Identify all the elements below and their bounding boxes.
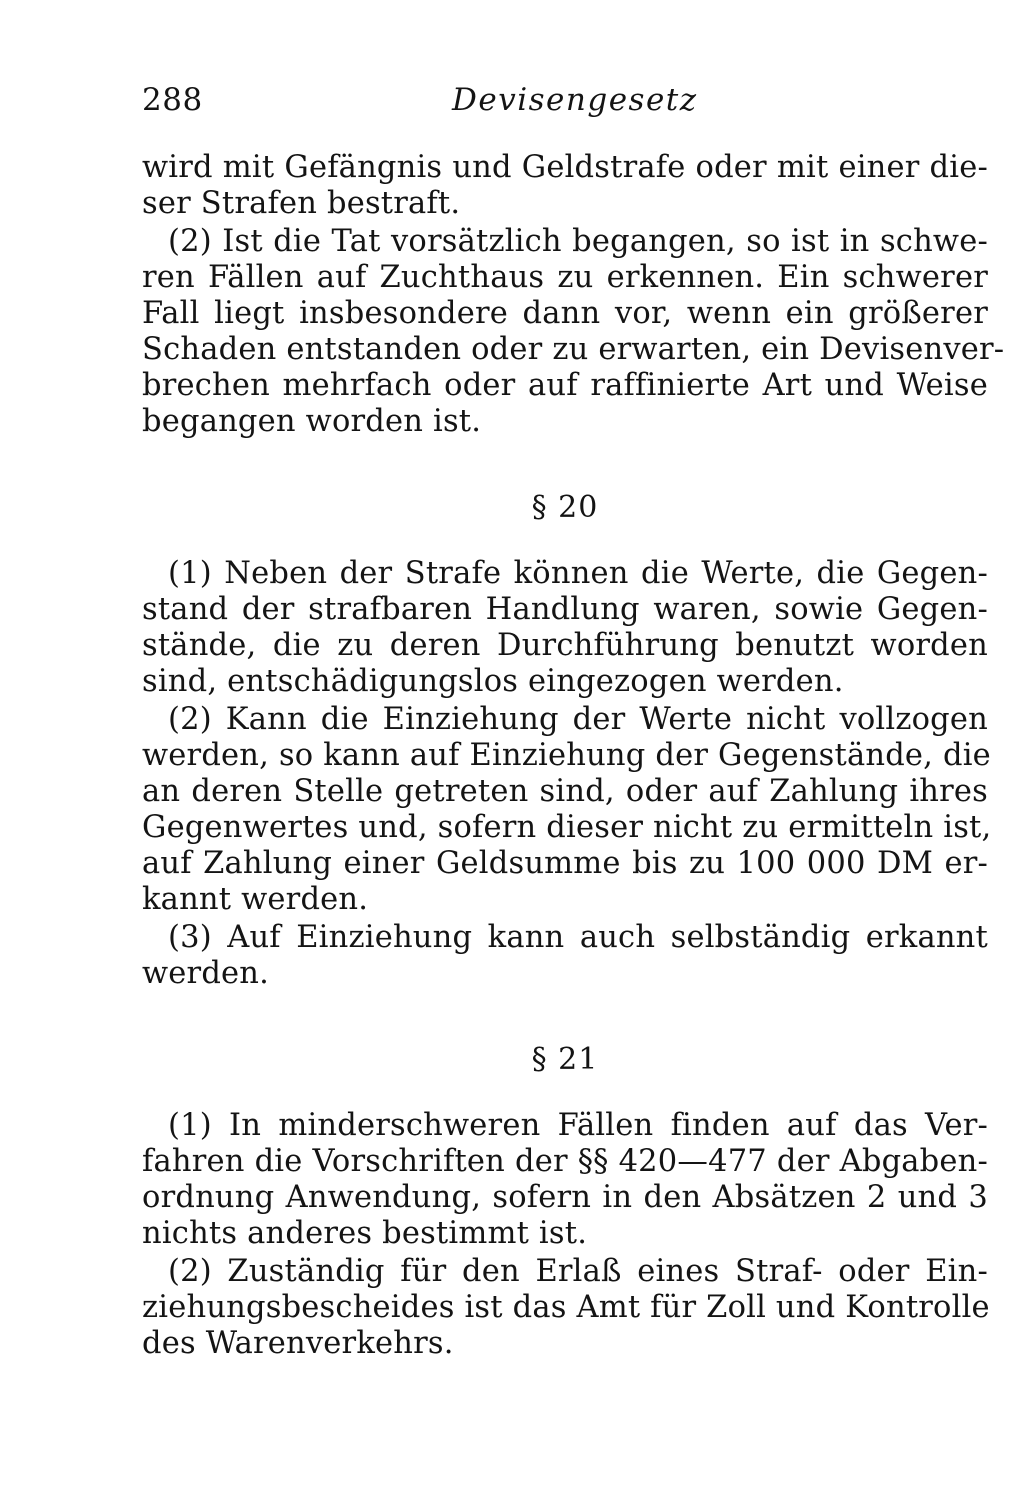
text-line: wird mit Gefängnis und Geldstrafe oder mit einer die- (142, 150, 988, 185)
text-line: (3) Auf Einziehung kann auch selbständig erkannt (168, 920, 988, 955)
text-line: (2) Ist die Tat vorsätzlich begangen, so ist in schwe- (168, 224, 988, 259)
section-heading-20: § 20 (531, 490, 599, 525)
section-21-paragraph-1 (142, 1108, 988, 1252)
text-line: stände, die zu deren Durchführung benutzt worden (142, 628, 988, 663)
text-line: (1) In minderschweren Fällen finden auf das Ver- (168, 1108, 988, 1143)
text-line: ziehungsbescheides ist das Amt für Zoll und Kontrolle (142, 1290, 990, 1325)
text-line: des Warenverkehrs. (142, 1326, 454, 1361)
section-heading-21: § 21 (531, 1042, 599, 1077)
text-line: brechen mehrfach oder auf raffinierte Art und Weise (142, 368, 988, 403)
section-20-paragraph-3 (142, 920, 988, 992)
text-line: an deren Stelle getreten sind, oder auf Zahlung ihres (142, 774, 988, 809)
text-line: (1) Neben der Strafe können die Werte, die Gegen- (168, 556, 988, 591)
paragraph-continuation (142, 150, 988, 222)
text-line: Gegenwertes und, sofern dieser nicht zu ermitteln ist, (142, 810, 992, 845)
section-21-paragraph-2 (142, 1254, 988, 1362)
page-header (142, 82, 988, 132)
text-line: ren Fällen auf Zuchthaus zu erkennen. Ein schwerer (142, 260, 988, 295)
paragraph-2 (142, 224, 1005, 440)
text-line: auf Zahlung einer Geldsumme bis zu 100 000 DM er- (142, 846, 988, 881)
body-text (142, 150, 1005, 1362)
text-line: ordnung Anwendung, sofern in den Absätzen 2 und 3 (142, 1180, 988, 1215)
text-line: (2) Zuständig für den Erlaß eines Straf- oder Ein- (168, 1254, 988, 1289)
text-line: nichts anderes bestimmt ist. (142, 1216, 588, 1251)
text-line: ser Strafen bestraft. (142, 186, 461, 221)
text-line: stand der strafbaren Handlung waren, sowie Gegen- (142, 592, 988, 627)
text-line: sind, entschädigungslos eingezogen werden. (142, 664, 844, 699)
text-line: begangen worden ist. (142, 404, 482, 439)
text-line: fahren die Vorschriften der §§ 420—477 der Abgaben- (142, 1144, 988, 1179)
text-line: (2) Kann die Einziehung der Werte nicht vollzogen (168, 702, 988, 737)
text-line: werden, so kann auf Einziehung der Gegenstände, die (142, 738, 991, 773)
text-line: Fall liegt insbesondere dann vor, wenn ein größerer (142, 296, 988, 331)
section-20-paragraph-2 (142, 702, 992, 918)
text-line: werden. (142, 956, 270, 991)
section-20-paragraph-1 (142, 556, 988, 700)
text-line: Schaden entstanden oder zu erwarten, ein Devisenver- (142, 332, 1005, 367)
text-line: kannt werden. (142, 882, 369, 917)
running-title: Devisengesetz (452, 82, 698, 118)
page-number: 288 (142, 82, 203, 118)
